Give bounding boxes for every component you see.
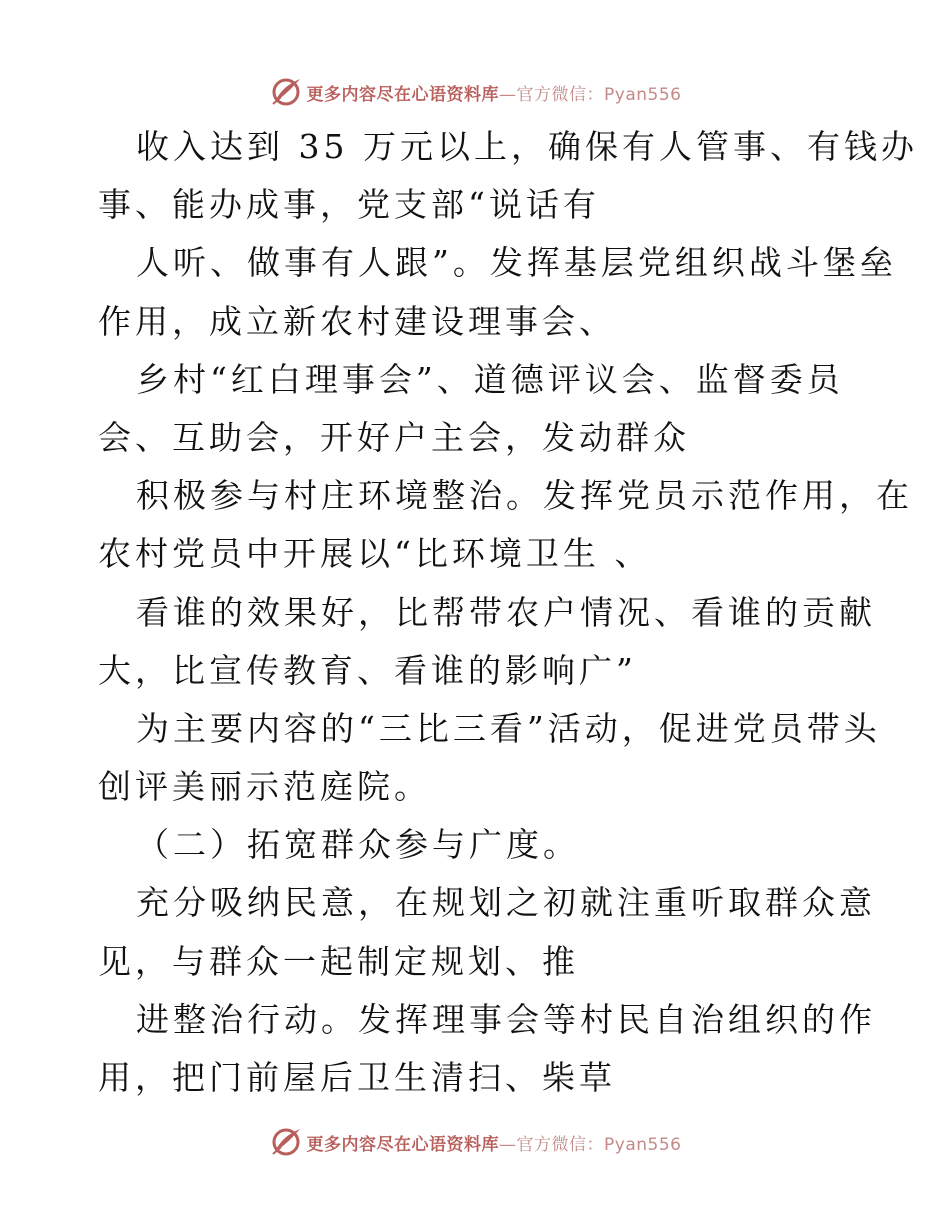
body-line: 创评美丽示范庭院。	[98, 767, 431, 807]
watermark-text	[307, 80, 682, 105]
body-line: 农村党员中开展以“比环境卫生 、	[98, 534, 652, 574]
body-line: 收入达到 35 万元以上，确保有人管事、有钱办	[136, 127, 918, 166]
document-body	[98, 118, 918, 1107]
body-line: 会、互助会，开好户主会，发动群众	[98, 417, 690, 457]
footer-watermark	[0, 1122, 950, 1162]
watermark-site-text: 更多内容尽在心语资料库	[306, 1134, 500, 1155]
body-line: 作用，成立新农村建设理事会、	[98, 301, 616, 341]
body-line: 为主要内容的“三比三看”活动，促进党员带头	[136, 708, 881, 748]
header-watermark	[0, 72, 950, 112]
watermark-contact-text: 官方微信：Pyan556	[516, 84, 682, 105]
watermark-contact-text: 官方微信：Pyan556	[516, 1134, 682, 1155]
watermark-site-text: 更多内容尽在心语资料库	[306, 84, 500, 105]
body-line: 充分吸纳民意，在规划之初就注重听取群众意	[136, 883, 876, 923]
body-line: 大，比宣传教育、看谁的影响广”	[98, 650, 637, 690]
feather-ring-icon	[269, 75, 303, 109]
body-line: 用，把门前屋后卫生清扫、柴草	[98, 1058, 616, 1097]
watermark-text	[307, 1130, 682, 1155]
body-line: 人听、做事有人跟”。发挥基层党组织战斗堡垒	[136, 243, 897, 283]
body-line: 事、能办成事，党支部“说话有	[98, 185, 600, 225]
body-line: 看谁的效果好，比帮带农户情况、看谁的贡献	[136, 592, 876, 632]
feather-ring-icon	[269, 1125, 303, 1159]
watermark-separator: —	[499, 84, 517, 105]
body-line: 乡村“红白理事会”、道德评议会、监督委员	[136, 359, 844, 399]
watermark-separator: —	[499, 1134, 517, 1155]
body-line: 进整治行动。发挥理事会等村民自治组织的作	[136, 999, 876, 1039]
body-line: 见，与群众一起制定规划、推	[98, 941, 579, 981]
body-line: 积极参与村庄环境整治。发挥党员示范作用，在	[136, 476, 913, 516]
section-heading: （二）拓宽群众参与广度。	[136, 825, 580, 865]
